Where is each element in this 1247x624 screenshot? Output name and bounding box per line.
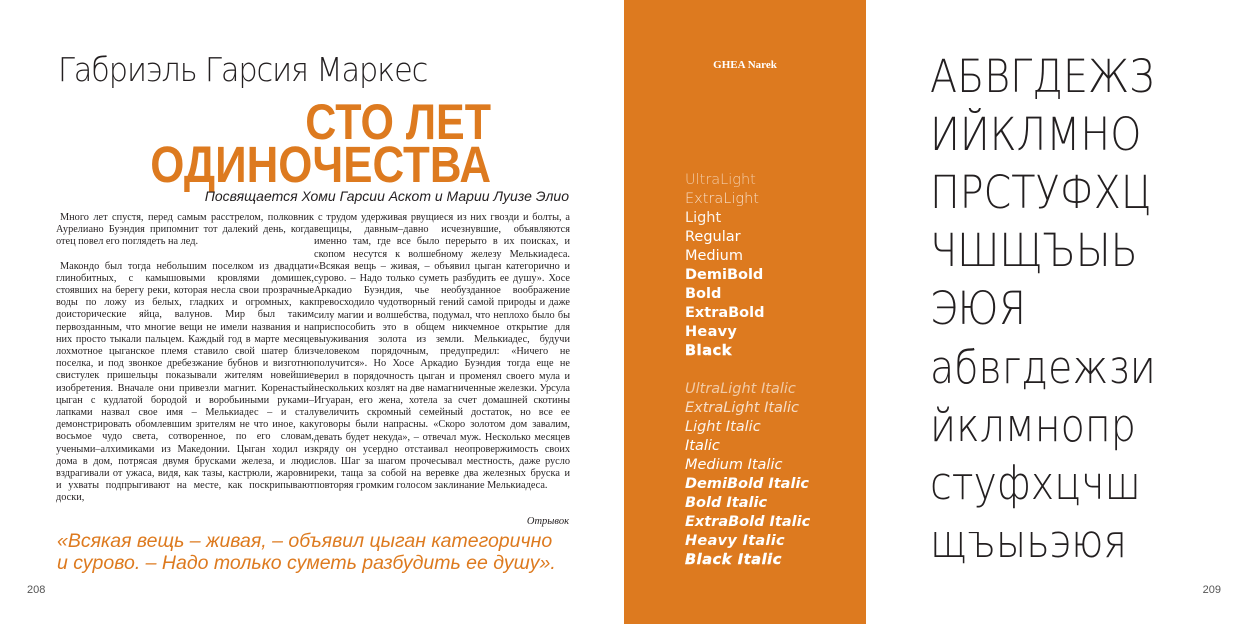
weight-heavy-italic: Heavy Italic [685,533,785,549]
weight-extralight: ExtraLight [685,191,759,207]
font-name: GHEA Narek [713,59,777,71]
glyph-row-lower-4: щъыьэюя [930,515,1127,568]
book-title-line-1: СТО ЛЕТ [305,94,491,150]
weight-bold: Bold [685,286,722,302]
font-specimen-panel [624,0,866,624]
weight-ultralight-italic: UltraLight Italic [685,381,796,397]
italic-weights-list [685,380,810,570]
glyph-row-upper-2: ИЙКЛМНО [930,108,1142,161]
pull-quote [57,530,587,574]
weight-light-italic: Light Italic [685,419,761,435]
weight-light: Light [685,210,722,226]
right-page [866,0,1247,624]
pull-quote-line-1: «Всякая вещь – живая, – объявил цыган категорично [57,530,553,552]
text-column-2 [314,212,570,493]
weight-black-italic: Black Italic [685,552,782,568]
glyph-row-upper-5: ЭЮЯ [930,282,1026,335]
weight-bold-italic: Bold Italic [685,495,768,511]
weight-heavy: Heavy [685,324,738,340]
paragraph: Макондо был тогда небольшим поселком из двадцати глинобитных, с камышовыми кровлями домишек, стоявших на берегу реки, которая несла свои прозрачные воды по ложу из белых, гладких и огромных, как доисторические яйца, валунов. Мир был таким первозданным, что многие вещи не имели названия и на них просто тыкали пальцем. Каждый год в марте месяце лохмотное цыганское племя ставило свой шатер близ поселка, и под звонкое дребезжание бубнов и визготню свистулек пришельцы показывали жителям новейшие изобретения. Вначале они привезли магнит. Коренастый цыган с кудлатой бородой и воробьиными руками–лапками назвал свое имя – Мелькиадес – и стал демонстрировать обомлевшим зрителям не что иное, как восьмое чудо света, сотворенное, по его словам, учеными–алхимиками из Македонии. Цыган ходил из дома в дом, потрясая двумя брусками железа, и люди вздрагивали от ужаса, видя, как тазы, кастрюли, жаровни и ухваты подпрыгивают на месте, как поскрипывают доски, [56,260,314,504]
paragraph: Много лет спустя, перед самым расстрелом, полковник Аурелиано Буэндия припомнит тот далекий день, когда отец повел его поглядеть на лед. [56,212,314,248]
glyph-row-upper-3: ПРСТУФХЦ [930,166,1152,219]
book-title-line-2: ОДИНОЧЕСТВА [150,136,492,193]
weight-ultralight: UltraLight [685,172,756,188]
weight-regular: Regular [685,229,741,245]
glyph-row-lower-3: стуфхцчш [930,457,1141,510]
weight-medium-italic: Medium Italic [685,457,783,473]
pull-quote-line-2: и сурово. – Надо только суметь разбудить ее душу». [57,552,556,574]
author-name: Габриэль Гарсия Маркес [58,50,428,89]
glyph-row-lower-1: абвгдежзи [930,341,1156,394]
text-column-1 [56,212,314,505]
weight-black: Black [685,343,733,359]
weight-extrabold: ExtraBold [685,305,765,321]
glyph-row-upper-4: ЧШЩЪЫЬ [930,224,1138,277]
page-number-right: 209 [1202,584,1221,596]
glyph-row-lower-2: йклмнопр [930,399,1136,452]
weight-extralight-italic: ExtraLight Italic [685,400,799,416]
glyph-row-upper-1: АБВГДЕЖЗ [930,50,1155,103]
weight-demibold: DemiBold [685,267,764,283]
paragraph: с трудом удерживая рвущиеся из них гвозди и болты, а вещицы, давным–давно исчезнувшие, объявляются именно там, где все было перерыто в их поисках, и скопом несутся к волшебному железу Мелькиадеса. «Всякая вещь – живая, – объявил цыган категорично и сурово. – Надо только суметь разбудить ее душу». Хосе Аркадио Буэндия, чье необузданное воображение превосходило чудотворный гений самой природы и даже силу магии и волшебства, подумал, что неплохо было бы приспособить это в общем никчемное открытие для выуживания золота из земли. Мелькиадес, будучи человеком порядочным, предупредил: «Ничего не получится». Но Хосе Аркадио Буэндия тогда еще не верил в порядочность цыган и променял своего мула и нескольких козлят на две намагниченные железки. Урсула Игуаран, его жена, хотела за счет домашней скотины увеличить скромный семейный достаток, но все ее уговоры были напрасны. «Скоро золотом дом завалим, девать будет некуда», – отвечал муж. Несколько месяцев кряду он усердно отстаивал неопровержимость своих слов. Шаг за шагом прочесывал местность, даже русло реки, таща за собой на веревке два железных бруска и повторяя громким голосом заклинание Мелькиадеса. [314,212,570,492]
weight-demibold-italic: DemiBold Italic [685,476,810,492]
weight-italic: Italic [685,438,720,454]
weights-list [685,171,765,361]
weight-medium: Medium [685,248,743,264]
dedication: Посвящается Хоми Гарсии Аскот и Марии Луизе Элио [204,188,569,204]
weight-extrabold-italic: ExtraBold Italic [685,514,811,530]
page-number-left: 208 [27,584,46,596]
excerpt-label: Отрывок [526,516,569,527]
